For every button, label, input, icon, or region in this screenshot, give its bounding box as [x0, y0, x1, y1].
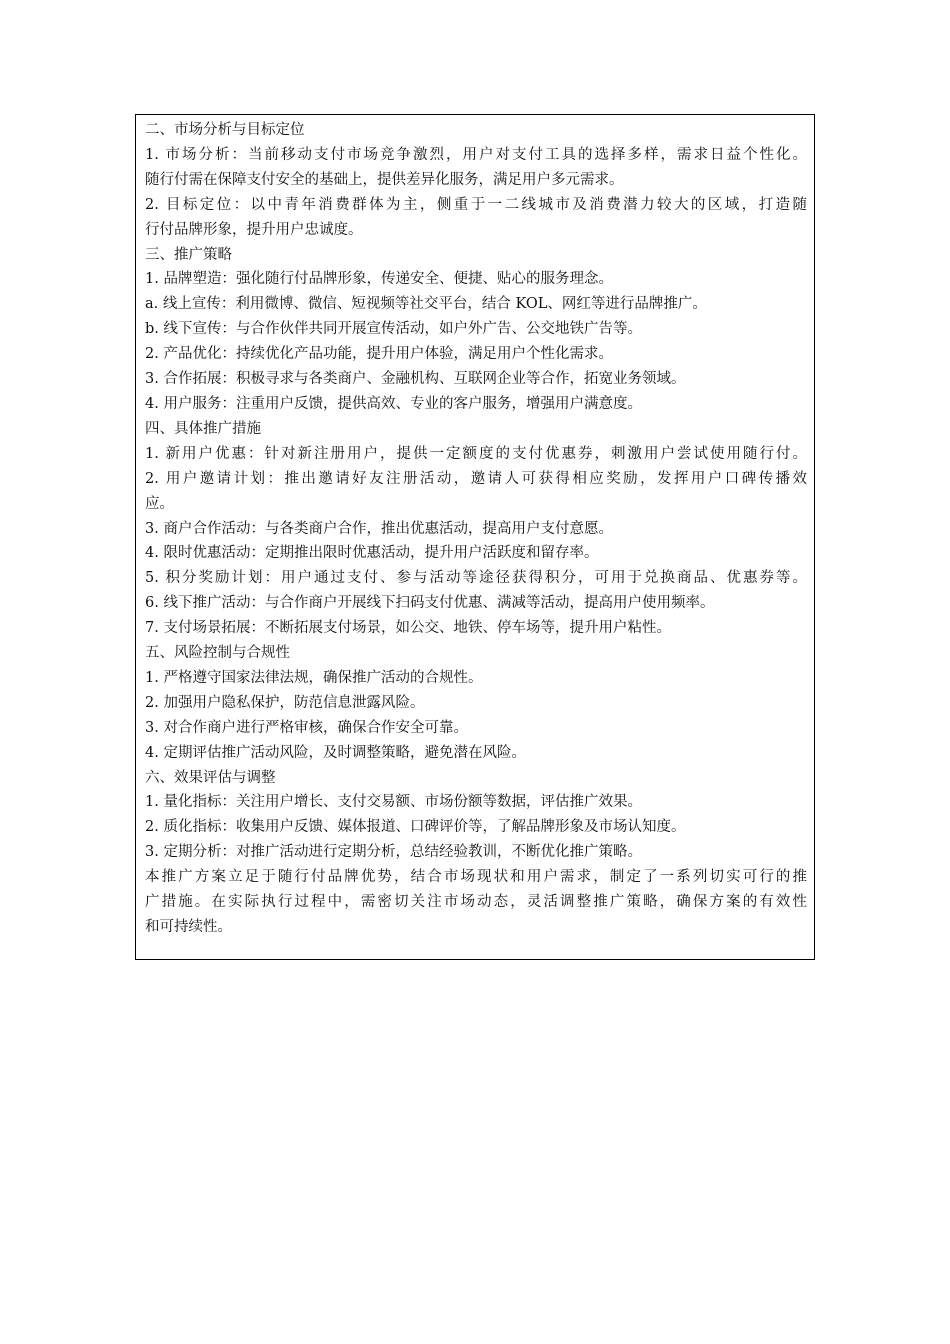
- text-line: 本推广方案立足于随行付品牌优势，结合市场现状和用户需求，制定了一系列切实可行的推: [145, 869, 807, 886]
- content-table-cell: [135, 114, 815, 960]
- text-line: 3. 定期分析：对推广活动进行定期分析，总结经验教训，不断优化推广策略。: [145, 844, 642, 861]
- text-line: 四、具体推广措施: [145, 420, 261, 437]
- text-line: 3. 合作拓展：积极寻求与各类商户、金融机构、互联网企业等合作，拓宽业务领域。: [145, 371, 686, 388]
- text-line: 6. 线下推广活动：与合作商户开展线下扫码支付优惠、满减等活动，提高用户使用频率。: [145, 595, 715, 612]
- text-line: 2. 产品优化：持续优化产品功能，提升用户体验，满足用户个性化需求。: [145, 346, 613, 363]
- text-line: 六、效果评估与调整: [145, 769, 276, 786]
- text-line: 2. 用户邀请计划：推出邀请好友注册活动，邀请人可获得相应奖励，发挥用户口碑传播效: [145, 470, 807, 487]
- text-line: 三、推广策略: [145, 246, 232, 263]
- text-line: 随行付需在保障支付安全的基础上，提供差异化服务，满足用户多元需求。: [145, 171, 624, 188]
- text-line: 1. 市场分析：当前移动支付市场竞争激烈，用户对支付工具的选择多样，需求日益个性化。: [145, 146, 807, 163]
- text-line: 3. 商户合作活动：与各类商户合作，推出优惠活动，提高用户支付意愿。: [145, 520, 613, 537]
- text-line: 1. 品牌塑造：强化随行付品牌形象，传递安全、便捷、贴心的服务理念。: [145, 271, 613, 288]
- text-line: 1. 新用户优惠：针对新注册用户，提供一定额度的支付优惠券，刺激用户尝试使用随行付。: [145, 445, 807, 462]
- text-line: 和可持续性。: [145, 919, 232, 935]
- text-line: 2. 目标定位：以中青年消费群体为主，侧重于一二线城市及消费潜力较大的区域，打造随: [145, 196, 807, 213]
- text-line: 3. 对合作商户进行严格审核，确保合作安全可靠。: [145, 719, 468, 736]
- text-line: a. 线上宣传：利用微博、微信、短视频等社交平台，结合 KOL、网红等进行品牌推广。: [145, 296, 707, 313]
- text-line: 7. 支付场景拓展：不断拓展支付场景，如公交、地铁、停车场等，提升用户粘性。: [145, 620, 671, 637]
- text-line: 1. 严格遵守国家法律法规，确保推广活动的合规性。: [145, 669, 483, 686]
- text-line: 4. 定期评估推广活动风险，及时调整策略，避免潜在风险。: [145, 744, 526, 761]
- text-line: 五、风险控制与合规性: [145, 645, 290, 662]
- text-line: 广措施。在实际执行过程中，需密切关注市场动态，灵活调整推广策略，确保方案的有效性: [145, 894, 807, 911]
- text-line: 应。: [145, 495, 174, 512]
- text-line: 二、市场分析与目标定位: [145, 122, 305, 138]
- text-line: 1. 量化指标：关注用户增长、支付交易额、市场份额等数据，评估推广效果。: [145, 794, 642, 811]
- text-line: 2. 质化指标：收集用户反馈、媒体报道、口碑评价等，了解品牌形象及市场认知度。: [145, 819, 686, 836]
- text-line: 5. 积分奖励计划：用户通过支付、参与活动等途径获得积分，可用于兑换商品、优惠券等。: [145, 570, 807, 587]
- text-line: 4. 用户服务：注重用户反馈，提供高效、专业的客户服务，增强用户满意度。: [145, 395, 642, 412]
- text-line: 2. 加强用户隐私保护，防范信息泄露风险。: [145, 694, 425, 711]
- text-line: 4. 限时优惠活动：定期推出限时优惠活动，提升用户活跃度和留存率。: [145, 545, 599, 562]
- text-line: 行付品牌形象，提升用户忠诚度。: [145, 221, 363, 238]
- text-line: b. 线下宣传：与合作伙伴共同开展宣传活动，如户外广告、公交地铁广告等。: [145, 321, 642, 338]
